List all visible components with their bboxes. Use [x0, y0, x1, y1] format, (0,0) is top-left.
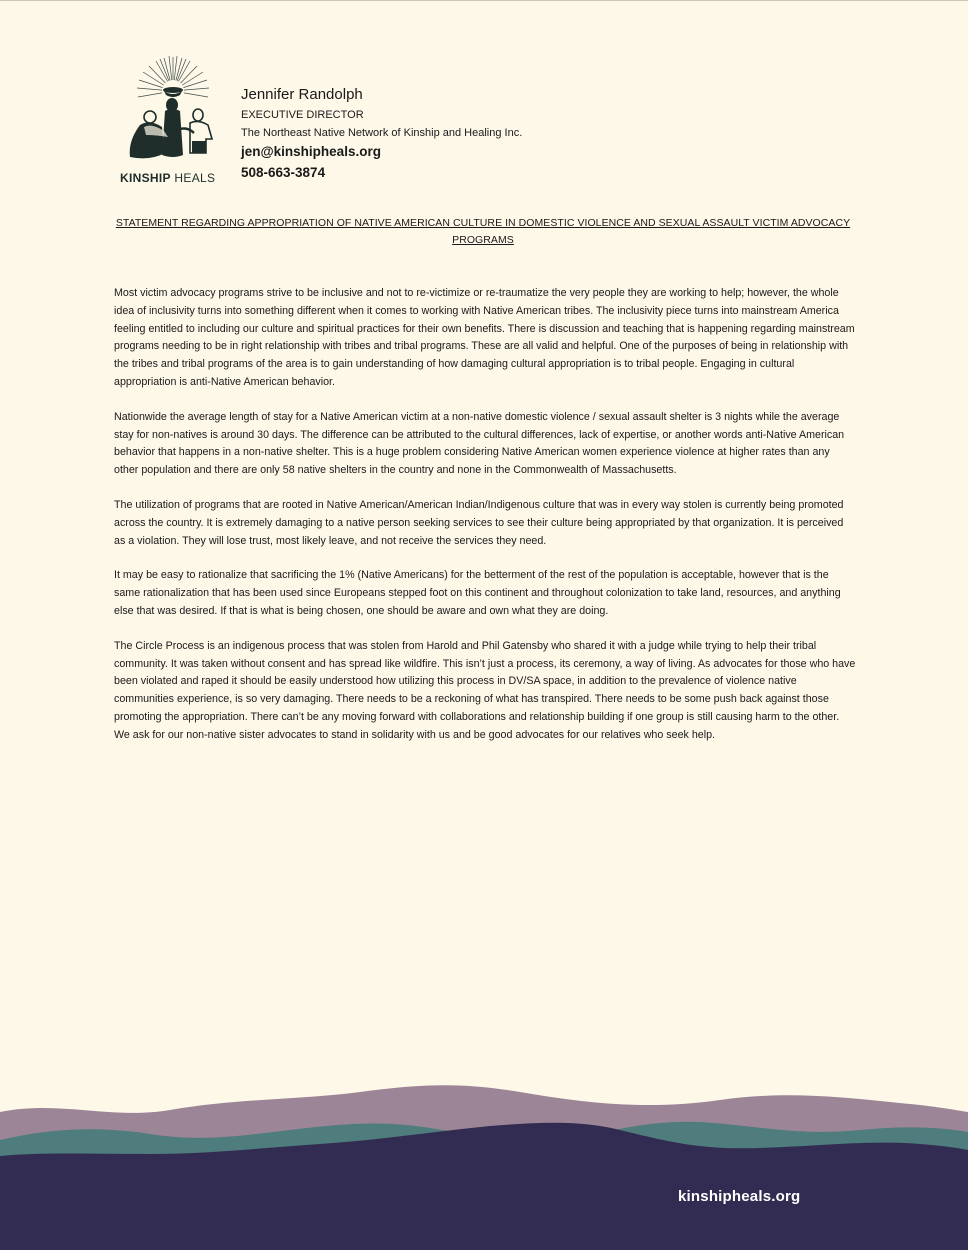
- contact-title: EXECUTIVE DIRECTOR: [241, 109, 364, 121]
- contact-email[interactable]: jen@kinshipheals.org: [241, 144, 381, 160]
- footer-website-link[interactable]: kinshipheals.org: [678, 1188, 801, 1205]
- contact-organization: The Northeast Native Network of Kinship and Healing Inc.: [241, 127, 523, 140]
- body-paragraph: Nationwide the average length of stay for a Native American victim at a non-native domestic violence / sexual assault shelter is 3 nights while the average stay for non-natives is around 30 days. The difference can be attributed to the cultural differences, lack of expertise, or another words anti-Native American behavior that happens in a non-native shelter. This is a huge problem considering Native American women experience violence at higher rates than any other population and there are only 58 native shelters in the country and none in the Commonwealth of Massachusetts.: [114, 410, 845, 477]
- logo-wordmark: [120, 171, 226, 185]
- top-border: [0, 0, 968, 1]
- logo-emblem-icon: [120, 55, 226, 170]
- kinship-heals-logo: [120, 55, 226, 190]
- contact-block: [241, 86, 522, 181]
- body-paragraph: The Circle Process is an indigenous process that was stolen from Harold and Phil Gatensby who shared it with a judge while trying to help their tribal community. It was taken without consent and has spread like wildfire. This isn’t just a process, its ceremony, a way of living. As advocates for those who have been violated and raped it should be easily understood how utilizing this process in DV/SA space, in addition to the prevalence of violence native communities experience, is so very damaging. There needs to be a reckoning of what has transpired. There needs to be some push back against those promoting the appropriation. There can’t be any moving forward with collaborations and relationship building if one group is still causing harm to the other. We ask for our non-native sister advocates to stand in solidarity with us and be good advocates for our relatives who seek help.: [114, 639, 856, 741]
- logo-word-bold: KINSHIP: [120, 171, 171, 185]
- body-paragraph: It may be easy to rationalize that sacrificing the 1% (Native Americans) for the betterment of the rest of the population is acceptable, however that is the same rationalization that has been used since Europeans stepped foot on this continent and throughout colonization to take land, resources, and anything else that was desired. If that is what is being chosen, one should be aware and own what they are doing.: [114, 569, 841, 617]
- contact-name: Jennifer Randolph: [241, 86, 363, 103]
- statement-heading: STATEMENT REGARDING APPROPRIATION OF NATIVE AMERICAN CULTURE IN DOMESTIC VIOLENCE AND SEXUAL ASSAULT VICTIM ADVOCACY PROGRAMS: [115, 217, 851, 246]
- statement-body: [114, 285, 856, 762]
- body-paragraph: Most victim advocacy programs strive to be inclusive and not to re-victimize or re-traumatize the very people they are working to help; however, the whole idea of inclusivity turns into something different when it comes to working with Native American tribes. The inclusivity piece turns into mainstream America feeling entitled to including our culture and spiritual practices for their own benefits. There is discussion and teaching that is happening regarding mainstream programs needing to be in right relationship with tribes and tribal programs. These are all valid and helpful. One of the purposes of being in relationship with the tribes and tribal programs of the area is to gain understanding of how damaging cultural appropriation is to tribal people. Engaging in cultural appropriation is anti-Native American behavior.: [114, 287, 855, 388]
- footer-waves: [0, 1070, 968, 1250]
- contact-phone[interactable]: 508-663-3874: [241, 164, 326, 180]
- logo-word-light: HEALS: [174, 171, 216, 185]
- body-paragraph: The utilization of programs that are rooted in Native American/American Indian/Indigenous culture that was in every way stolen is currently being promoted across the country. It is extremely damaging to a native person seeking services to see their culture being appropriated by that organization. It is perceived as a violation. They will lose trust, most likely leave, and not receive the services they need.: [114, 498, 844, 547]
